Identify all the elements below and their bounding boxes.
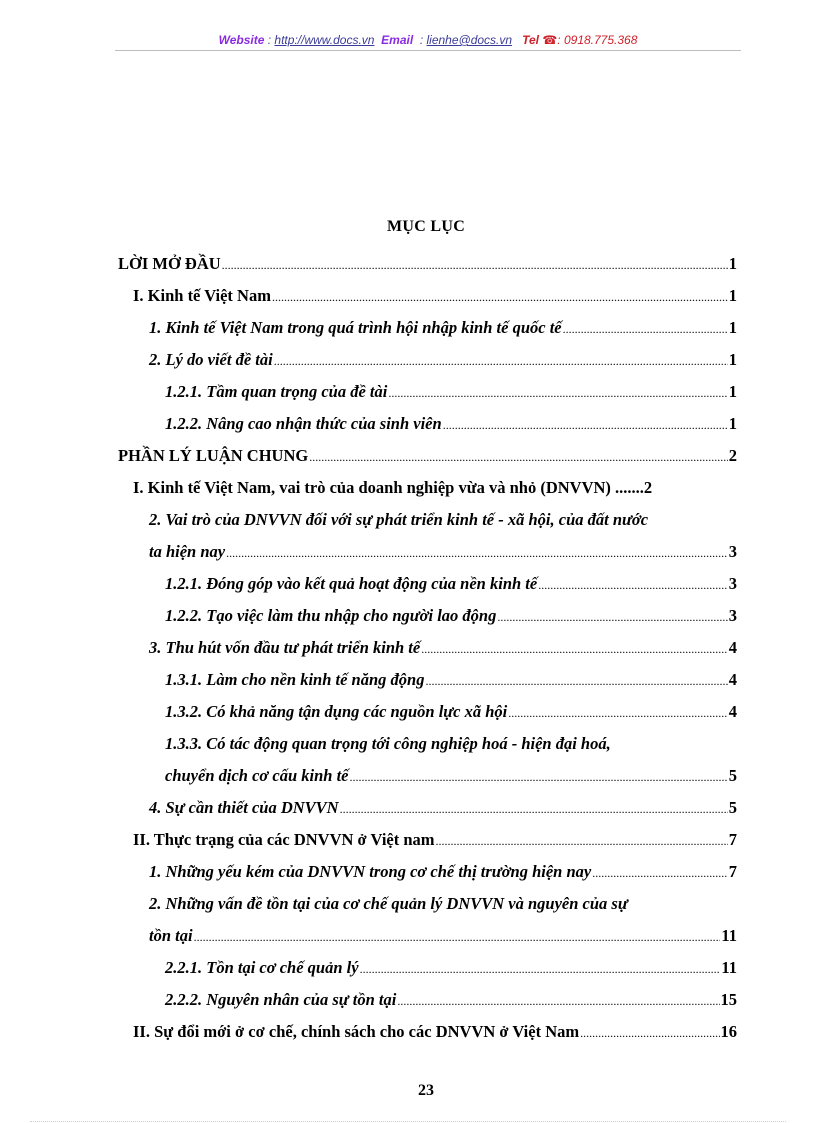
toc-leader-dots <box>360 959 721 979</box>
toc-entry[interactable] <box>165 382 737 403</box>
toc-entry-page: 1 <box>728 254 737 273</box>
toc-entry-title: 1.3.1. Làm cho nền kinh tế năng động <box>165 670 425 689</box>
header-divider <box>115 50 741 51</box>
email-label: Email <box>381 33 414 47</box>
toc-entry-title: 2.2.1. Tồn tại cơ chế quản lý <box>165 958 359 977</box>
toc-entry-title-line1[interactable]: 2. Vai trò của DNVVN đối với sự phát triển kinh tế - xã hội, của đất nước <box>149 510 649 529</box>
toc-entry[interactable] <box>165 606 737 627</box>
page-header: Website : http://www.docs.vn Email : lienhe@docs.vn Tel ☎: 0918.775.368 <box>218 33 638 47</box>
toc-entry[interactable] <box>165 670 737 691</box>
toc-entry[interactable] <box>165 766 737 787</box>
toc-entry-title: II. Thực trạng của các DNVVN ở Việt nam <box>133 830 435 849</box>
toc-entry-page: 15 <box>720 990 737 1009</box>
toc-entry[interactable] <box>149 926 737 947</box>
toc-entry-page: 1 <box>728 286 737 305</box>
email-link[interactable]: lienhe@docs.vn <box>426 33 513 47</box>
toc-leader-dots <box>497 607 727 627</box>
toc-leader-dots <box>538 575 728 595</box>
toc-entry[interactable] <box>165 574 737 595</box>
toc-entry-title: 3. Thu hút vốn đầu tư phát triển kinh tế <box>149 638 421 657</box>
toc-entry-page: 7 <box>728 830 737 849</box>
toc-leader-dots <box>580 1023 719 1043</box>
toc-leader-dots <box>563 319 728 339</box>
toc-entry[interactable] <box>133 830 737 851</box>
toc-entry-title: PHẦN LÝ LUẬN CHUNG <box>118 446 309 465</box>
toc-entry-title-line1[interactable]: 2. Những vấn đề tồn tại của cơ chế quản lý DNVVN và nguyên của sự <box>149 894 628 913</box>
toc-leader-dots <box>194 927 721 947</box>
toc-entry-title: II. Sự đổi mới ở cơ chế, chính sách cho các DNVVN ở Việt Nam <box>133 1022 580 1041</box>
website-link[interactable]: http://www.docs.vn <box>274 33 375 47</box>
toc-entry[interactable] <box>149 318 737 339</box>
toc-entry-page: 3 <box>728 542 737 561</box>
toc-entry-title: 1.3.2. Có khả năng tận dụng các nguồn lực xã hội <box>165 702 508 721</box>
toc-entry-title: I. Kinh tế Việt Nam, vai trò của doanh nghiệp vừa và nhỏ (DNVVN) ....... <box>133 478 644 497</box>
toc-entry[interactable] <box>133 478 737 498</box>
toc-entry[interactable] <box>118 254 737 275</box>
toc-entry-title: 2.2.2. Nguyên nhân của sự tồn tại <box>165 990 397 1009</box>
toc-entry[interactable] <box>165 414 737 435</box>
toc-leader-dots <box>592 863 728 883</box>
toc-entry-title: chuyển dịch cơ cấu kinh tế <box>165 766 349 785</box>
toc-entry-title: 1.2.1. Đóng góp vào kết quả hoạt động của nền kinh tế <box>165 574 538 593</box>
toc-entry-page: 11 <box>721 958 737 977</box>
toc-entry[interactable] <box>149 798 737 819</box>
toc-leader-dots <box>349 767 727 787</box>
toc-entry-page: 4 <box>728 670 737 689</box>
toc-leader-dots <box>443 415 728 435</box>
toc-entry-page: 4 <box>728 702 737 721</box>
toc-entry-title: LỜI MỞ ĐẦU <box>118 254 221 273</box>
toc-leader-dots <box>340 799 728 819</box>
toc-leader-dots <box>309 447 728 467</box>
toc-entry[interactable] <box>149 542 737 563</box>
toc-entry-page: 16 <box>720 1022 737 1041</box>
toc-entry[interactable] <box>149 350 737 371</box>
toc-entry[interactable] <box>133 1022 737 1043</box>
toc-entry-page: 7 <box>728 862 737 881</box>
toc-entry-title: I. Kinh tế Việt Nam <box>133 286 271 305</box>
toc-entry[interactable] <box>165 958 737 979</box>
toc-entry-title: tồn tại <box>149 926 193 945</box>
toc-entry-page: 11 <box>721 926 737 945</box>
toc-entry[interactable] <box>149 862 737 883</box>
tel-label: Tel <box>522 33 539 47</box>
toc-leader-dots <box>272 287 728 307</box>
toc-entry-page: 4 <box>728 638 737 657</box>
toc-leader-dots <box>274 351 728 371</box>
toc-entry-page: 3 <box>728 606 737 625</box>
toc-entry[interactable] <box>133 286 737 307</box>
toc-entry-title: 2. Lý do viết đề tài <box>149 350 273 369</box>
toc-leader-dots <box>436 831 728 851</box>
toc-leader-dots <box>508 703 727 723</box>
toc-entry[interactable] <box>149 638 737 659</box>
phone-number: : 0918.775.368 <box>557 33 638 47</box>
toc-entry-page: 1 <box>728 350 737 369</box>
toc-entry-title: 1. Những yếu kém của DNVVN trong cơ chế thị trường hiện nay <box>149 862 592 881</box>
toc-entry-page: 5 <box>728 766 737 785</box>
toc-title: MỤC LỤC <box>386 218 466 235</box>
toc-entry-page: 5 <box>728 798 737 817</box>
toc-leader-dots <box>388 383 727 403</box>
toc-entry-title: 1. Kinh tế Việt Nam trong quá trình hội nhập kinh tế quốc tế <box>149 318 562 337</box>
toc-leader-dots <box>226 543 728 563</box>
toc-entry-page: 2 <box>728 446 737 465</box>
footer-divider <box>30 1121 786 1122</box>
toc-entry-page: 1 <box>728 318 737 337</box>
toc-entry-title: 1.2.2. Nâng cao nhận thức của sinh viên <box>165 414 442 433</box>
toc-entry-page: 2 <box>643 478 653 497</box>
toc-leader-dots <box>397 991 719 1011</box>
toc-entry-page: 1 <box>728 382 737 401</box>
toc-leader-dots <box>421 639 728 659</box>
toc-entry-title: 4. Sự cần thiết của DNVVN <box>149 798 339 817</box>
toc-entry[interactable] <box>165 990 737 1011</box>
page-number: 23 <box>418 1082 434 1099</box>
toc-leader-dots <box>425 671 727 691</box>
toc-entry[interactable] <box>165 702 737 723</box>
toc-entry[interactable] <box>118 446 737 467</box>
website-label: Website <box>218 33 265 47</box>
toc-leader-dots <box>222 255 728 275</box>
toc-entry-title: ta hiện nay <box>149 542 226 561</box>
toc-entry-page: 3 <box>728 574 737 593</box>
toc-entry-page: 1 <box>728 414 737 433</box>
toc-entry-title: 1.2.1. Tầm quan trọng của đề tài <box>165 382 388 401</box>
toc-entry-title-line1[interactable]: 1.3.3. Có tác động quan trọng tới công nghiệp hoá - hiện đại hoá, <box>165 734 611 753</box>
toc-entry-title: 1.2.2. Tạo việc làm thu nhập cho người lao động <box>165 606 497 625</box>
phone-icon: ☎ <box>542 33 558 47</box>
